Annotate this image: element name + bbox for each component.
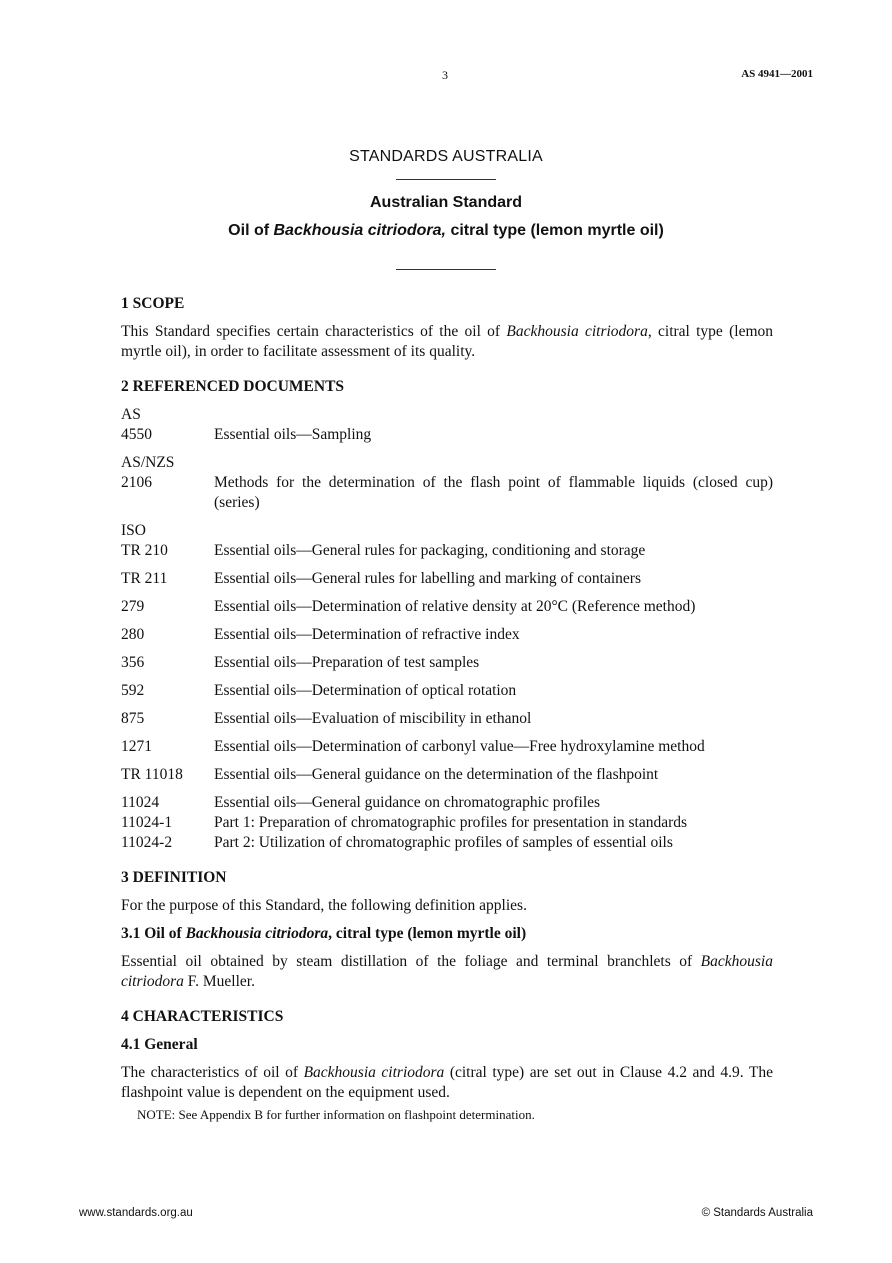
organization-name: STANDARDS AUSTRALIA [349,148,543,165]
reference-title: Essential oils—Determination of optical rotation [214,682,517,699]
definition-intro: For the purpose of this Standard, the following definition applies. [121,897,527,914]
scope-text: This Standard specifies certain characteristics of the oil of Backhousia citriodora, citral type (lemon myrtle oil), in order to facilitate assessment of its quality. [121,323,773,360]
title-divider-bottom [396,269,496,270]
reference-code: 4550 [121,426,152,443]
section-referenced-documents [121,377,773,853]
reference-code: TR 11018 [121,766,183,783]
section-heading: 2 REFERENCED DOCUMENTS [121,378,345,395]
reference-code: 2106 [121,474,152,491]
reference-title: Methods for the determination of the flash point of flammable liquids (closed cup) (series) [214,474,773,511]
reference-row [121,737,773,757]
reference-row [121,681,773,701]
standard-type: Australian Standard [369,194,523,211]
reference-title: Essential oils—Preparation of test samples [214,654,480,671]
reference-title: Essential oils—Determination of refractive index [214,626,520,643]
reference-row [121,425,773,445]
section-heading: 3 DEFINITION [121,869,227,886]
page-number: 3 [442,68,448,82]
reference-title: Essential oils—Evaluation of miscibility in ethanol [214,710,532,727]
reference-row [121,793,773,813]
section-scope [121,294,773,362]
reference-title: Essential oils—General rules for packaging, conditioning and storage [214,542,646,559]
reference-title: Essential oils—Determination of relative density at 20°C (Reference method) [214,598,696,615]
reference-title: Essential oils—General guidance on the determination of the flashpoint [214,766,659,783]
reference-row [121,813,773,833]
characteristics-text: The characteristics of oil of Backhousia citriodora (citral type) are set out in Clause 4.2 and 4.9. The flashpoint value is dependent on the equipment used. [121,1064,773,1101]
reference-code: 279 [121,598,145,615]
reference-code: TR 210 [121,542,168,559]
reference-row [121,569,773,589]
definition-text: Essential oil obtained by steam distillation of the foliage and terminal branchlets of Backhousia citriodora F. Mueller. [121,953,773,990]
reference-row [121,833,773,853]
reference-row [121,765,773,785]
reference-code: 11024 [121,794,160,811]
section-characteristics [121,1007,773,1124]
section-definition [121,868,773,992]
footer-website-link[interactable]: www.standards.org.au [79,1207,193,1219]
reference-title: Essential oils—General rules for labelling and marking of containers [214,570,641,587]
reference-group-as [121,405,773,445]
reference-code: 875 [121,710,145,727]
title-divider [396,179,496,180]
reference-group-label: AS [121,406,141,423]
reference-code: 280 [121,626,145,643]
note: NOTE: See Appendix B for further information on flashpoint determination. [137,1107,535,1122]
reference-code: 592 [121,682,145,699]
reference-title: Essential oils—General guidance on chromatographic profiles [214,794,601,811]
document-id: AS 4941—2001 [741,68,813,80]
footer-copyright: © Standards Australia [701,1207,813,1219]
standard-title: Oil of Backhousia citriodora, citral type (lemon myrtle oil) [228,222,664,239]
reference-code: 1271 [121,738,152,755]
reference-code: 11024-2 [121,834,173,851]
reference-title: Essential oils—Determination of carbonyl value—Free hydroxylamine method [214,738,705,755]
reference-code: 356 [121,654,145,671]
reference-code: TR 211 [121,570,168,587]
reference-row [121,709,773,729]
reference-code: 11024-1 [121,814,173,831]
reference-group-label: AS/NZS [121,454,175,471]
reference-row [121,625,773,645]
subsection-heading: 3.1 Oil of Backhousia citriodora, citral type (lemon myrtle oil) [121,925,527,942]
reference-group-label: ISO [121,522,146,539]
species-name: Backhousia citriodora, [273,222,446,239]
reference-group-asnzs [121,453,773,513]
reference-group-iso [121,521,773,853]
reference-title: Part 1: Preparation of chromatographic profiles for presentation in standards [214,814,688,831]
reference-row [121,597,773,617]
subsection-heading: 4.1 General [121,1036,198,1053]
reference-title: Essential oils—Sampling [214,426,372,443]
reference-row [121,541,773,561]
section-heading: 4 CHARACTERISTICS [121,1008,284,1025]
reference-title: Part 2: Utilization of chromatographic profiles of samples of essential oils [214,834,673,851]
reference-row [121,653,773,673]
section-heading: 1 SCOPE [121,295,185,312]
document-body [121,294,773,1139]
reference-row [121,473,773,513]
